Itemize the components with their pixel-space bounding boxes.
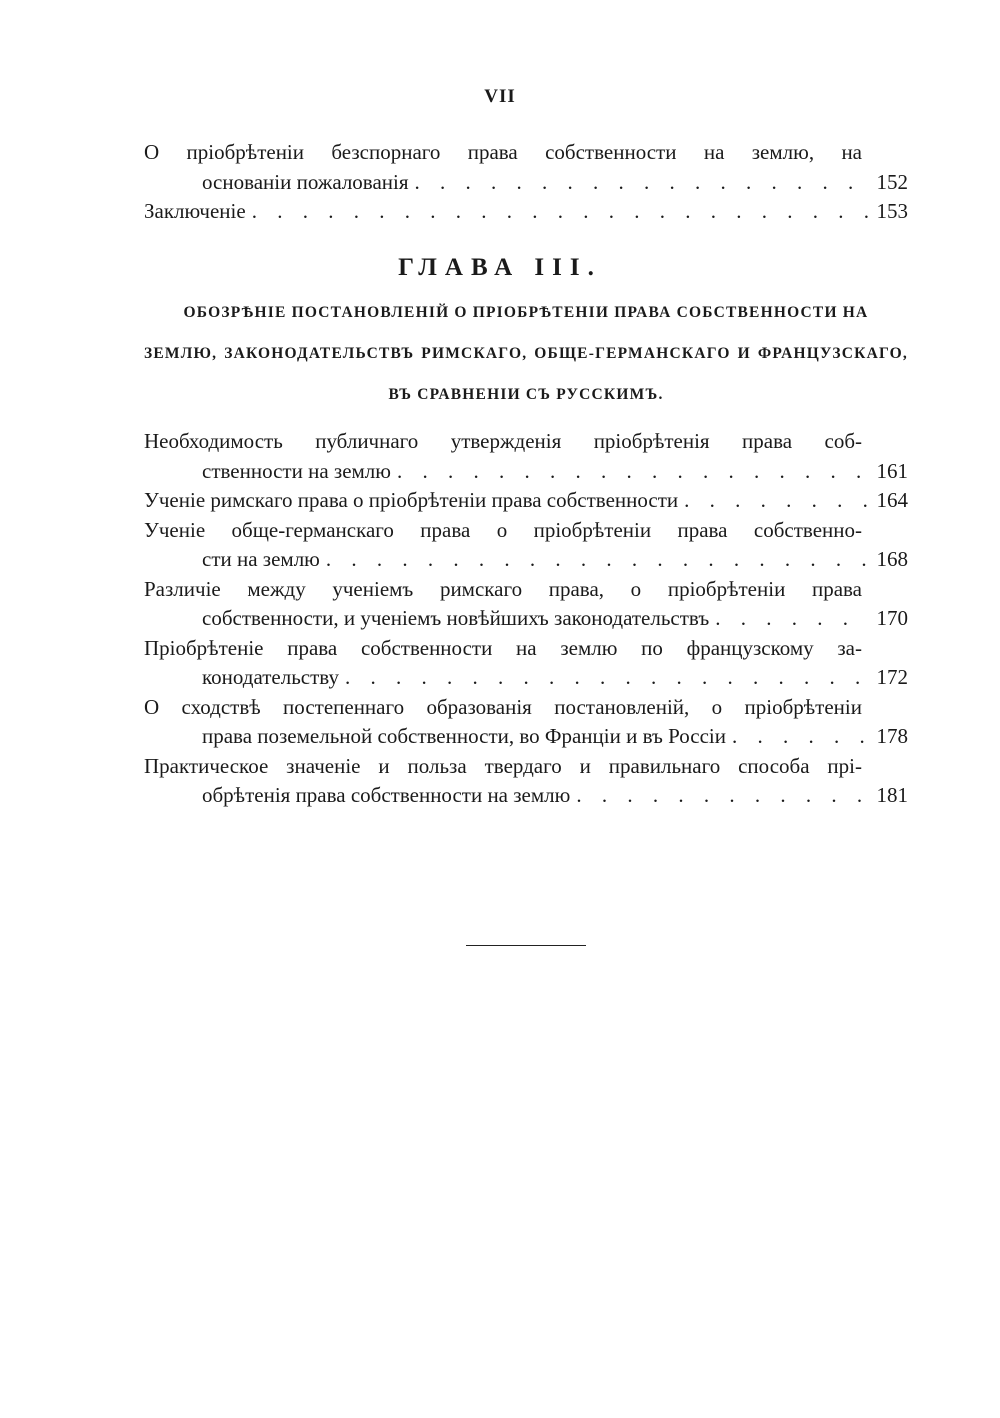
toc-entry-line: Ученіе обще-германскаго права о пріобрѣтеніи права собственно- <box>144 517 862 542</box>
toc-entry-line: Пріобрѣтеніе права собственности на землю по французскому за- <box>144 635 862 660</box>
section-divider-rule <box>466 945 586 946</box>
toc-entry-last-line <box>144 722 908 752</box>
dot-leader <box>246 197 868 227</box>
dot-leader <box>409 168 868 198</box>
toc-entry-last-line <box>144 168 908 198</box>
toc-page-number: 168 <box>876 547 908 571</box>
dot-leader <box>678 486 868 516</box>
toc-entry-last-line <box>144 604 908 634</box>
dot-leader <box>570 781 868 811</box>
toc-entry-text: конодательству <box>202 665 339 689</box>
toc-entry-text: собственности, и ученіемъ новѣйшихъ законодательствъ <box>202 606 710 630</box>
toc-page-number: 170 <box>876 606 908 630</box>
chapter-title: ГЛАВА III. <box>398 254 602 281</box>
toc-section-chapter <box>144 427 908 811</box>
toc-entry-line: О пріобрѣтеніи безспорнаго права собственности на землю, на <box>144 140 862 164</box>
toc-section-before <box>144 138 908 227</box>
toc-entry-last-line <box>144 545 908 575</box>
toc-entry-text: основаніи пожалованія <box>202 169 409 194</box>
toc-page-number: 153 <box>876 199 908 223</box>
toc-entry-last-line <box>144 781 908 811</box>
dot-leader <box>726 722 868 752</box>
toc-entry <box>144 634 908 693</box>
dot-leader <box>339 663 868 693</box>
page-number: VII <box>484 86 516 107</box>
toc-entry <box>144 516 908 575</box>
toc-page-number: 164 <box>876 488 908 512</box>
toc-entry <box>144 427 908 486</box>
toc-entry-last-line <box>144 486 908 516</box>
toc-entry-last-line <box>144 663 908 693</box>
toc-entry-last-line <box>144 457 908 487</box>
toc-entry <box>144 138 908 197</box>
toc-page-number: 172 <box>876 665 908 689</box>
toc-page-number: 178 <box>876 724 908 748</box>
chapter-subtitle-line: ЗЕМЛЮ, ЗАКОНОДАТЕЛЬСТВЪ РИМСКАГО, ОБЩЕ-ГЕРМАНСКАГО И ФРАНЦУЗСКАГО, <box>144 345 908 362</box>
toc-entry <box>144 575 908 634</box>
toc-entry-text: права поземельной собственности, во Франціи и въ Россіи <box>202 724 726 748</box>
toc-page-number: 181 <box>876 783 908 807</box>
toc-entry-text: обрѣтенія права собственности на землю <box>202 783 571 807</box>
toc-entry-text: Заключеніе <box>144 199 246 223</box>
toc-entry <box>144 486 908 516</box>
dot-leader <box>391 457 868 487</box>
toc-entry-text: сти на землю <box>202 547 320 571</box>
toc-entry <box>144 752 908 811</box>
toc-entry-line: О сходствѣ постепеннаго образованія постановленій, о пріобрѣтеніи <box>144 694 862 719</box>
toc-entry-line: Необходимость публичнаго утвержденія пріобрѣтенія права соб- <box>144 429 862 453</box>
toc-page-number: 152 <box>876 169 908 194</box>
toc-entry <box>144 197 908 227</box>
toc-page-number: 161 <box>876 458 908 483</box>
toc-entry-line: Практическое значеніе и польза твердаго и правильнаго способа прі- <box>144 753 862 778</box>
chapter-subtitle-line: ОБОЗРѢНІЕ ПОСТАНОВЛЕНІЙ О ПРІОБРѢТЕНІИ ПРАВА СОБСТВЕННОСТИ НА <box>183 304 869 321</box>
toc-entry-text: ственности на землю <box>202 458 391 483</box>
dot-leader <box>709 604 868 634</box>
chapter-subtitle-line: ВЪ СРАВНЕНІИ СЪ РУССКИМЪ. <box>388 386 664 403</box>
toc-entry-text: Ученіе римскаго права о пріобрѣтеніи права собственности <box>144 488 679 512</box>
toc-entry-last-line <box>144 197 908 227</box>
toc-entry-line: Различіе между ученіемъ римскаго права, о пріобрѣтеніи права <box>144 576 862 601</box>
dot-leader <box>320 545 868 575</box>
toc-entry <box>144 693 908 752</box>
